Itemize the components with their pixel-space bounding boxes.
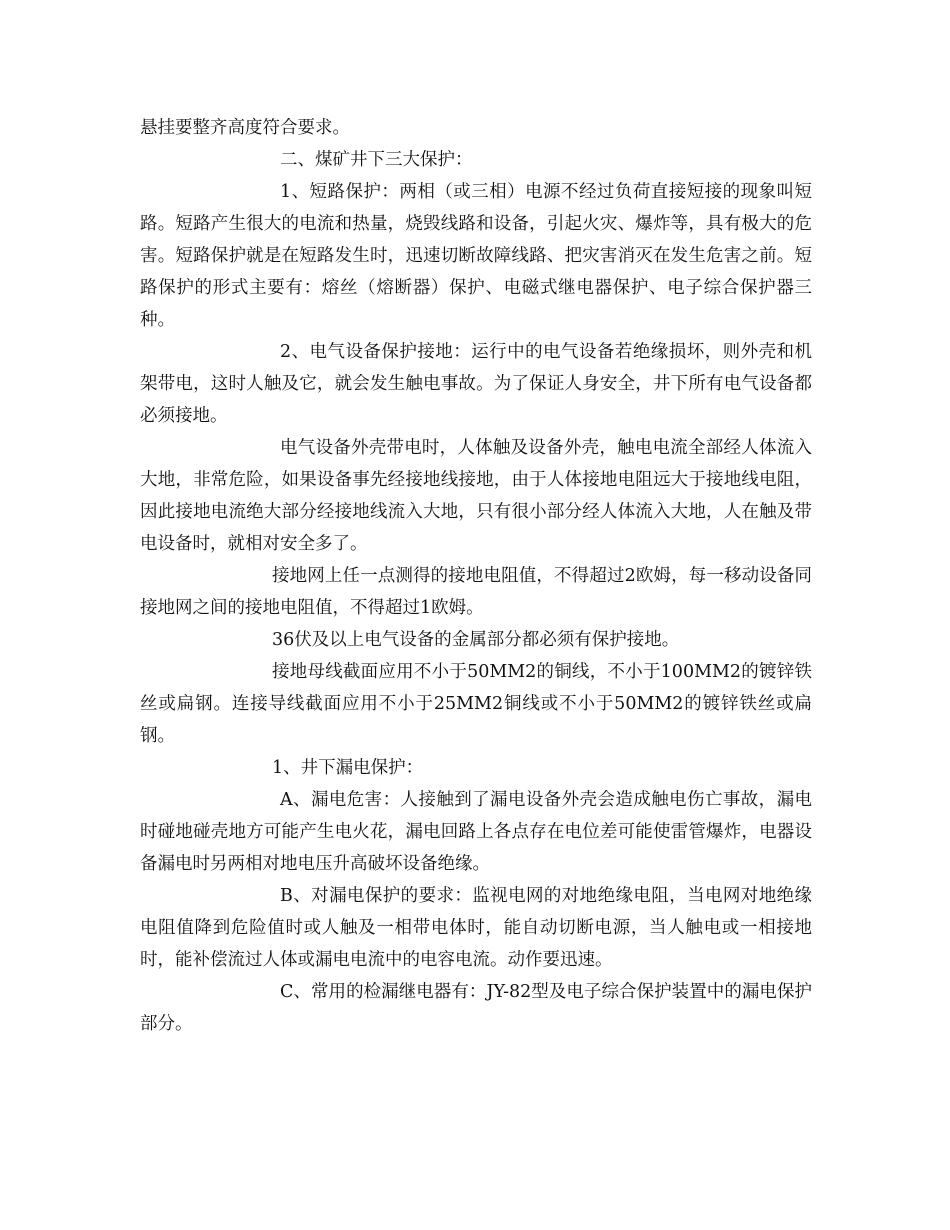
- paragraph-leakage-hazards: A、漏电危害：人接触到了漏电设备外壳会造成触电伤亡事故，漏电时碰地碰壳地方可能产生电火花，漏电回路上各点存在电位差可能使雷管爆炸，电器设备漏电时另两相对地电压升高破坏设备绝缘。: [140, 790, 812, 874]
- paragraph-grounding-conductor: 接地母线截面应用不小于50MM2的铜线，不小于100MM2的镀锌铁丝或扁钢。连接导线截面应用不小于25MM2铜线或不小于50MM2的镀锌铁丝或扁钢。: [140, 662, 812, 746]
- paragraph-leakage-requirements: B、对漏电保护的要求：监视电网的对地绝缘电阻，当电网对地绝缘电阻值降到危险值时或人触及一相带电体时，能自动切断电源，当人触电或一相接地时，能补偿流过人体或漏电电流中的电容电流。动作要迅速。: [140, 886, 812, 970]
- paragraph-continuation: 悬挂要整齐高度符合要求。: [140, 118, 350, 138]
- document-body: [140, 112, 812, 1040]
- paragraph-grounding-resistance: 接地网上任一点测得的接地电阻值，不得超过2欧姆，每一移动设备同接地网之间的接地电阻值，不得超过1欧姆。: [140, 566, 812, 618]
- subheading-leakage-protection: 1、井下漏电保护：: [272, 758, 424, 778]
- paragraph-equipment-grounding: 2、电气设备保护接地：运行中的电气设备若绝缘损坏，则外壳和机架带电，这时人触及它，就会发生触电事故。为了保证人身安全，井下所有电气设备都必须接地。: [140, 342, 812, 426]
- paragraph-short-circuit-protection: 1、短路保护：两相（或三相）电源不经过负荷直接短接的现象叫短路。短路产生很大的电流和热量，烧毁线路和设备，引起火灾、爆炸等，具有极大的危害。短路保护就是在短路发生时，迅速切断故障线路、把灾害消灭在发生危害之前。短路保护的形式主要有：熔丝（熔断器）保护、电磁式继电器保护、电子综合保护器三种。: [140, 182, 812, 330]
- paragraph-36v-grounding: 36伏及以上电气设备的金属部分都必须有保护接地。: [272, 630, 680, 650]
- section-heading-three-protections: 二、煤矿井下三大保护：: [280, 150, 473, 170]
- paragraph-leakage-relays: C、常用的检漏继电器有：JY-82型及电子综合保护装置中的漏电保护部分。: [140, 982, 812, 1034]
- paragraph-grounding-explanation: 电气设备外壳带电时，人体触及设备外壳，触电电流全部经人体流入大地，非常危险，如果设备事先经接地线接地，由于人体接地电阻远大于接地线电阻，因此接地电流绝大部分经接地线流入大地，只有很小部分经人体流入大地，人在触及带电设备时，就相对安全多了。: [140, 438, 812, 554]
